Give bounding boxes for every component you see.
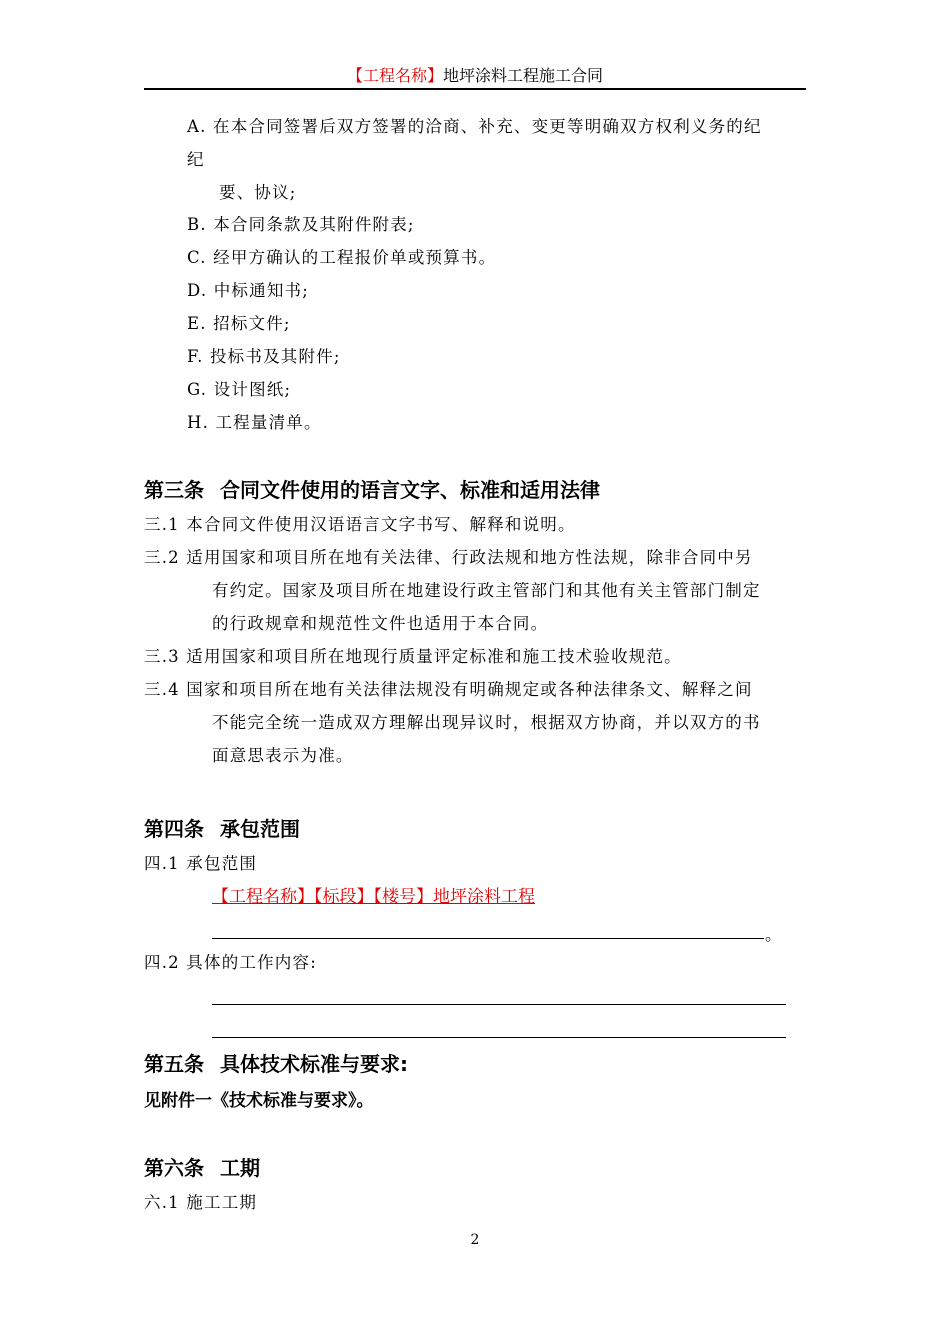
clause-3-3: 三.3 适用国家和项目所在地现行质量评定标准和施工技术验收规范。 [144,647,682,666]
article-6-title: 工期 [220,1156,260,1180]
clause-3-2-line1: 三.2 适用国家和项目所在地有关法律、行政法规和地方性法规，除非合同中另 [144,548,753,567]
list-item-h: H. 工程量清单。 [187,413,322,432]
list-item-a-wrap: 纪 [187,150,205,169]
clause-6-1: 六.1 施工工期 [144,1193,258,1212]
scope-end-mark: 。 [765,925,783,944]
article-5-body: 见附件一《技术标准与要求》。 [144,1091,374,1111]
list-item-e: E. 招标文件; [187,314,291,333]
clause-3-4-line1: 三.4 国家和项目所在地有关法律法规没有明确规定或各种法律条文、解释之间 [144,680,753,699]
clause-4-1: 四.1 承包范围 [144,854,258,873]
page-number: 2 [470,1232,480,1248]
clause-3-1: 三.1 本合同文件使用汉语语言文字书写、解释和说明。 [144,515,576,534]
list-item-d: D. 中标通知书; [187,281,309,300]
list-item-c: C. 经甲方确认的工程报价单或预算书。 [187,248,497,267]
list-item-b: B. 本合同条款及其附件附表; [187,215,415,234]
article-4-title: 承包范围 [220,817,300,841]
clause-3-2-line2: 有约定。国家及项目所在地建设行政主管部门和其他有关主管部门制定 [212,581,761,600]
clause-3-4-line2: 不能完全统一造成双方理解出现异议时，根据双方协商，并以双方的书 [212,713,761,732]
work-content-blank-line-1[interactable] [212,1004,786,1005]
article-4-heading [144,817,300,841]
scope-fill-in: 【工程名称】【标段】【楼号】地坪涂料工程 [212,887,535,907]
article-6-number: 第六条 [144,1156,204,1180]
page-header [144,66,806,86]
work-content-blank-line-2[interactable] [212,1037,786,1038]
article-5-number: 第五条 [144,1052,204,1076]
article-3-title: 合同文件使用的语言文字、标准和适用法律 [220,478,600,502]
list-item-a-line1: A. 在本合同签署后双方签署的洽商、补充、变更等明确双方权利义务的纪 [187,117,762,136]
list-item-f: F. 投标书及其附件; [187,347,341,366]
clause-3-4-line3: 面意思表示为准。 [212,746,354,765]
project-name-placeholder: 【工程名称】 [346,66,443,85]
list-item-a-line2: 要、协议; [219,183,297,202]
clause-3-2-line3: 的行政规章和规范性文件也适用于本合同。 [212,614,549,633]
article-4-number: 第四条 [144,817,204,841]
article-3-number: 第三条 [144,478,204,502]
article-6-heading [144,1156,260,1180]
header-rule [144,88,806,90]
list-item-g: G. 设计图纸; [187,380,292,399]
clause-4-2: 四.2 具体的工作内容: [144,953,317,972]
scope-blank-line[interactable] [212,938,764,939]
article-3-heading [144,478,600,502]
article-5-title: 具体技术标准与要求: [220,1052,408,1076]
article-5-heading [144,1052,408,1076]
contract-title: 地坪涂料工程施工合同 [443,66,604,85]
